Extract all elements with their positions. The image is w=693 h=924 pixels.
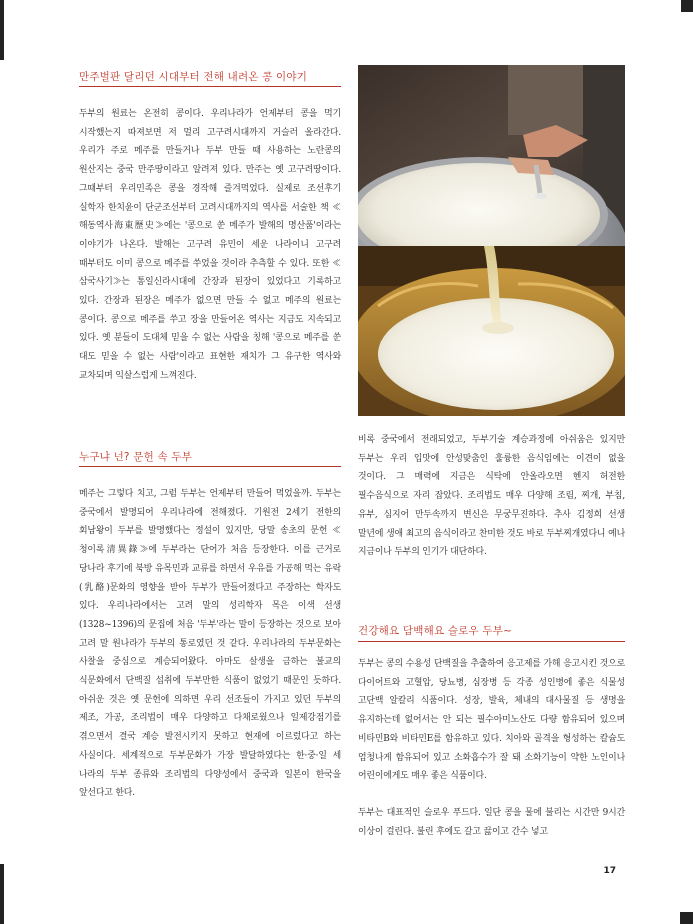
section-body-tofu-in-literature: 메주는 그렇다 치고, 그럼 두부는 언제부터 만들어 먹었을까. 두부는 중국에서 발명되어 우리나라에 전해졌다. 기원전 2세기 전한의 회남왕이 두부를 발명했다는 정설이 있지만, 당말 송초의 문헌 ≪청이록淸異錄≫에 두부라는 단어가 처음 등장한다. 이를 근거로 당나라 후기에 북방 유목민과 교류를 하면서 우유를 가공해 먹는 유락(乳酪)문화의 영향을 받아 두부가 만들어졌다고 주장하는 학자도 있다. 우리나라에서는 고려 말의 성리학자 목은 이색 선생(1328~1396)의 문집에 처음 '두부'라는 말이 등장하는 것으로 보아 고려 말 원나라가 두부의 통로였던 것 같다. 우리나라의 두부문화는 사찰을 중심으로 계승되어왔다. 아마도 살생을 금하는 불교의 식문화에서 단백질 섭취에 두부만한 식품이 없었기 때문인 듯하다. 아쉬운 것은 옛 문헌에 의하면 우리 선조들이 가지고 있던 두부의 제조, 가공, 조리법이 매우 다양하고 다채로웠으나 일제강점기를 겪으면서 결국 계승 발전시키지 못하고 현재에 이르렀다고 하는 사실이다. 세계적으로 두부문화가 가장 발달하였다는 한·중·일 세 나라의 두부 종류와 조리법의 다양성에서 중국과 일본이 한국을 앞선다고 한다. (79, 489, 341, 799)
section-title-soybean-history: 만주벌판 달리던 시대부터 전해 내려온 콩 이야기 (79, 71, 308, 83)
photo-stirring-soymilk (358, 65, 625, 246)
photo-stirring-soymilk-image (358, 65, 625, 246)
section-body-slow-tofu-continued: 두부는 대표적인 슬로우 푸드다. 일단 콩을 물에 불리는 시간만 9시간 이상이 걸린다. 불린 후에도 갈고 끓이고 간수 넣고 (358, 808, 625, 837)
bottom-right-edge-mark (680, 912, 693, 924)
section-body-slow-tofu: 두부는 콩의 수용성 단백질을 추출하여 응고제를 가해 응고시킨 것으로 다이어트와 고혈압, 당뇨병, 심장병 등 각종 성인병에 좋은 식물성 고단백 알칼리 식품이다. 성장, 발육, 체내의 대사물질 등 생명을 유지하는데 없어서는 안 되는 필수아미노산도 다량 함유되어 있으며 비타민B와 비타민E를 함유하고 있다. 치아와 골격을 형성하는 칼슘도 엄청나게 함유되어 있고 소화흡수가 잘 돼 소화기능이 약한 노인이나 어린이에게도 매우 좋은 식품이다. (358, 659, 625, 782)
left-edge-mark-bottom (0, 864, 4, 924)
section-body-tofu-in-literature-continued: 비록 중국에서 전래되었고, 두부기술 계승과정에 아쉬움은 있지만 두부는 우리 입맛에 안성맞춤인 훌륭한 음식임에는 이견이 없을 것이다. 그 매력에 지금은 식탁에 안올라오면 헨지 허전한 필수음식으로 자리 잡았다. 조리법도 매우 다양해 조림, 찌개, 부침, 유부, 심지어 만두속까지 변신은 무궁무진하다. 추사 김정희 선생 말년에 생애 최고의 음식이라고 찬미한 것도 바로 두부찌개였다니 예나 지금이나 두부의 인기가 대단하다. (358, 435, 625, 558)
section-title-slow-tofu: 건강해요 담백해요 슬로우 두부~ (358, 625, 513, 637)
left-edge-mark (0, 0, 4, 60)
section-title-underline (79, 466, 341, 467)
page-number: 17 (603, 866, 616, 876)
section-title-tofu-in-literature: 누구냐 넌? 문헌 속 두부 (79, 451, 193, 463)
photo-tofu-curds-image (358, 246, 625, 416)
section-title-underline (358, 641, 625, 642)
top-right-edge-mark (681, 0, 693, 12)
section-title-underline (79, 86, 341, 87)
photo-tofu-curds-basin (358, 246, 625, 416)
section-body-soybean-history: 두부의 원료는 온전히 콩이다. 우리나라가 언제부터 콩을 먹기 시작했는지 따져보면 저 멀리 고구려시대까지 거슬러 올라간다. 우리가 주로 메주를 만들거나 두부 만들 때 사용하는 노란콩의 원산지는 중국 만주땅이라고 알려져 있다. 만주는 옛 고구려땅이다. 그때부터 우리민족은 콩을 경작해 즐겨먹었다. 실제로 조선후기 실학자 한치윤이 단군조선부터 고려시대까지의 역사를 서술한 책 ≪해동역사海東歷史≫에는 '콩으로 쑨 메주가 발해의 명산품'이라는 이야기가 나온다. 발해는 고구려 유민이 세운 나라이니 고구려 때부터도 이미 콩으로 메주를 쑤었을 것이라 추측할 수 있다. 또한 ≪삼국사기≫는 통일신라시대에 간장과 된장이 있었다고 기록하고 있다. 간장과 된장은 메주가 없으면 만들 수 없고 메주의 원료는 콩이다. 콩으로 메주를 쑤고 장을 만들어온 역사는 지금도 지속되고 있다. 옛 분들이 도대체 믿을 수 없는 사람을 칭해 '콩으로 메주를 쑨 대도 믿을 수 없는 사람'이라고 표현한 재치가 그 유구한 역사와 교차되며 익살스럽게 느껴진다. (79, 109, 341, 381)
